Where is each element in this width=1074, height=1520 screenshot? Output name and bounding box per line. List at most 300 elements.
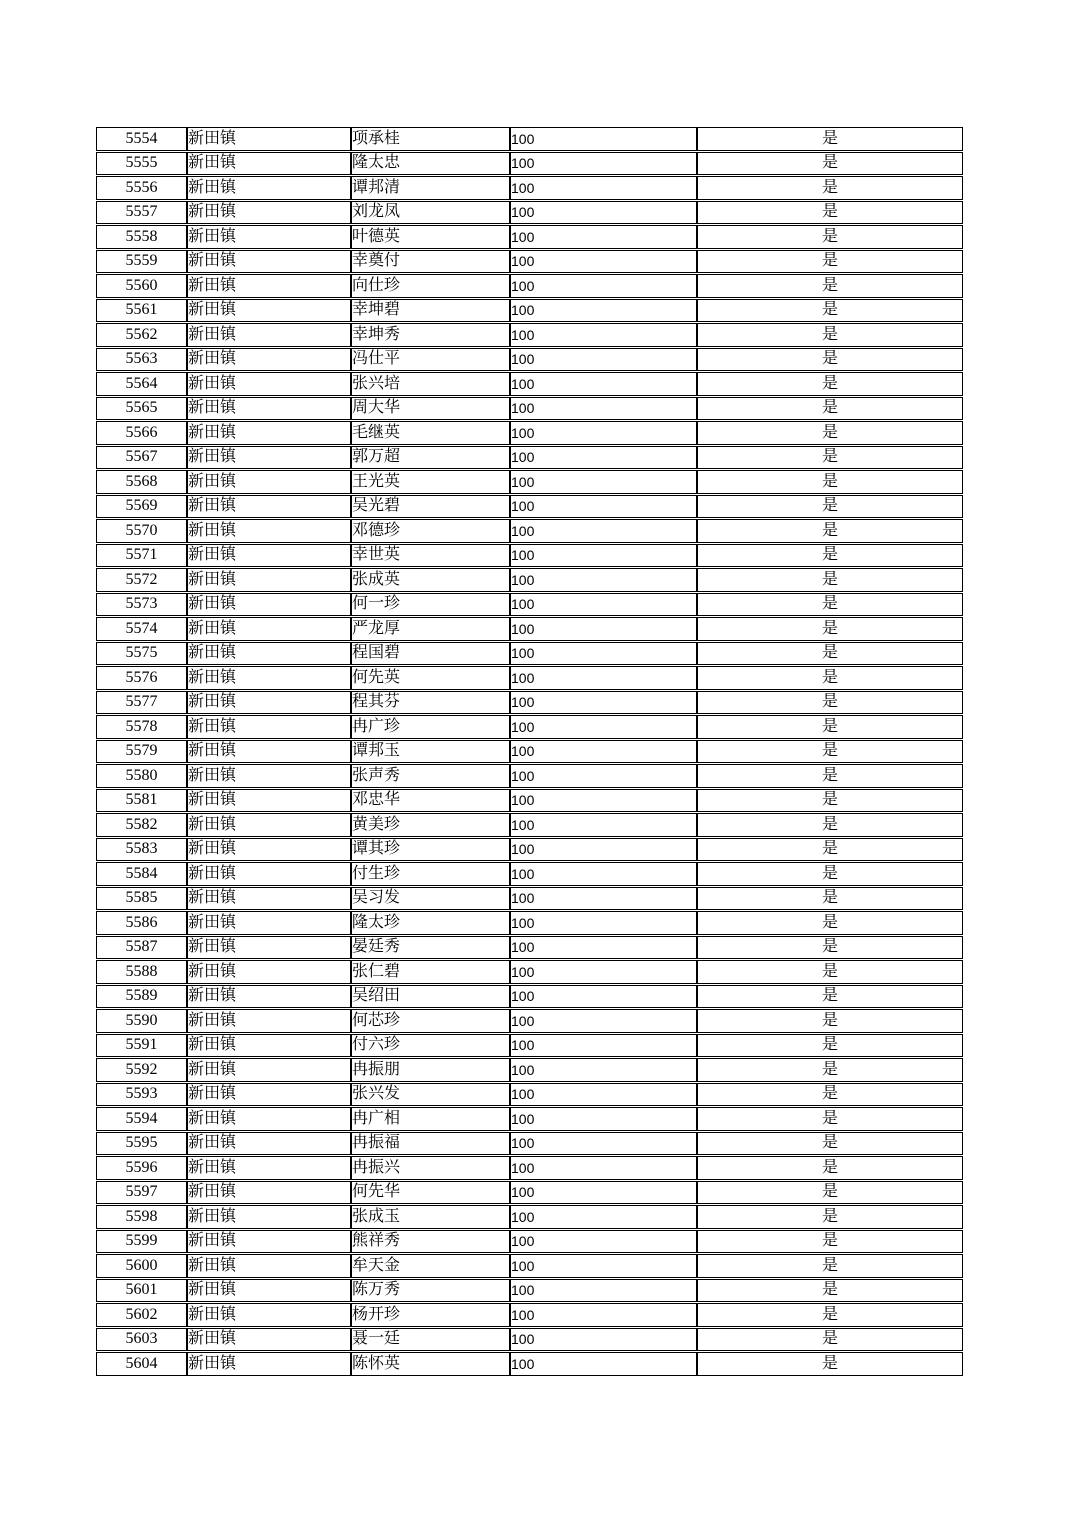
town-cell: 新田镇 (187, 127, 351, 151)
town-cell: 新田镇 (187, 1303, 351, 1327)
town-cell: 新田镇 (187, 1328, 351, 1352)
score-cell: 100 (510, 372, 697, 396)
row-number-cell: 5568 (96, 470, 187, 494)
row-number-cell: 5570 (96, 519, 187, 543)
row-number-cell: 5585 (96, 887, 187, 911)
table-row (96, 1156, 963, 1180)
person-name-cell: 何一珍 (351, 593, 510, 617)
confirm-cell: 是 (697, 323, 963, 347)
row-number-cell: 5600 (96, 1254, 187, 1278)
person-name-cell: 毛继英 (351, 421, 510, 445)
table-row (96, 666, 963, 690)
score-cell: 100 (510, 1352, 697, 1376)
confirm-cell: 是 (697, 568, 963, 592)
person-name-cell: 张声秀 (351, 764, 510, 788)
town-cell: 新田镇 (187, 519, 351, 543)
score-cell: 100 (510, 1083, 697, 1107)
confirm-cell: 是 (697, 666, 963, 690)
confirm-cell: 是 (697, 1156, 963, 1180)
table-row (96, 1181, 963, 1205)
person-name-cell: 冉广珍 (351, 715, 510, 739)
confirm-cell: 是 (697, 617, 963, 641)
town-cell: 新田镇 (187, 372, 351, 396)
person-name-cell: 吴绍田 (351, 985, 510, 1009)
person-name-cell: 项承桂 (351, 127, 510, 151)
confirm-cell: 是 (697, 1009, 963, 1033)
town-cell: 新田镇 (187, 813, 351, 837)
person-name-cell: 何先华 (351, 1181, 510, 1205)
table-row (96, 274, 963, 298)
person-name-cell: 谭其珍 (351, 838, 510, 862)
row-number-cell: 5563 (96, 348, 187, 372)
score-cell: 100 (510, 911, 697, 935)
row-number-cell: 5566 (96, 421, 187, 445)
row-number-cell: 5574 (96, 617, 187, 641)
score-cell: 100 (510, 495, 697, 519)
confirm-cell: 是 (697, 740, 963, 764)
confirm-cell: 是 (697, 813, 963, 837)
table-row (96, 1058, 963, 1082)
confirm-cell: 是 (697, 838, 963, 862)
person-name-cell: 周大华 (351, 397, 510, 421)
confirm-cell: 是 (697, 1328, 963, 1352)
score-cell: 100 (510, 1303, 697, 1327)
score-cell: 100 (510, 1009, 697, 1033)
row-number-cell: 5579 (96, 740, 187, 764)
person-name-cell: 幸奠付 (351, 250, 510, 274)
table-row (96, 887, 963, 911)
row-number-cell: 5567 (96, 446, 187, 470)
score-cell: 100 (510, 740, 697, 764)
score-cell: 100 (510, 789, 697, 813)
score-cell: 100 (510, 813, 697, 837)
town-cell: 新田镇 (187, 544, 351, 568)
town-cell: 新田镇 (187, 1181, 351, 1205)
confirm-cell: 是 (697, 789, 963, 813)
row-number-cell: 5571 (96, 544, 187, 568)
town-cell: 新田镇 (187, 176, 351, 200)
town-cell: 新田镇 (187, 201, 351, 225)
town-cell: 新田镇 (187, 764, 351, 788)
score-cell: 100 (510, 470, 697, 494)
person-name-cell: 张仁碧 (351, 960, 510, 984)
score-cell: 100 (510, 1279, 697, 1303)
town-cell: 新田镇 (187, 299, 351, 323)
score-cell: 100 (510, 127, 697, 151)
row-number-cell: 5595 (96, 1132, 187, 1156)
town-cell: 新田镇 (187, 789, 351, 813)
town-cell: 新田镇 (187, 617, 351, 641)
person-name-cell: 冉振朋 (351, 1058, 510, 1082)
confirm-cell: 是 (697, 127, 963, 151)
score-cell: 100 (510, 397, 697, 421)
person-name-cell: 张兴发 (351, 1083, 510, 1107)
table-row (96, 642, 963, 666)
person-name-cell: 叶德英 (351, 225, 510, 249)
row-number-cell: 5583 (96, 838, 187, 862)
confirm-cell: 是 (697, 911, 963, 935)
table-row (96, 495, 963, 519)
table-row (96, 1083, 963, 1107)
town-cell: 新田镇 (187, 446, 351, 470)
confirm-cell: 是 (697, 642, 963, 666)
person-name-cell: 何先英 (351, 666, 510, 690)
row-number-cell: 5594 (96, 1107, 187, 1131)
records-table (96, 126, 963, 1377)
score-cell: 100 (510, 1328, 697, 1352)
score-cell: 100 (510, 225, 697, 249)
town-cell: 新田镇 (187, 397, 351, 421)
table-row (96, 862, 963, 886)
town-cell: 新田镇 (187, 1107, 351, 1131)
table-row (96, 299, 963, 323)
table-row (96, 985, 963, 1009)
confirm-cell: 是 (697, 274, 963, 298)
confirm-cell: 是 (697, 176, 963, 200)
table-row (96, 936, 963, 960)
score-cell: 100 (510, 544, 697, 568)
person-name-cell: 吴光碧 (351, 495, 510, 519)
town-cell: 新田镇 (187, 1254, 351, 1278)
score-cell: 100 (510, 152, 697, 176)
table-row (96, 544, 963, 568)
town-cell: 新田镇 (187, 740, 351, 764)
town-cell: 新田镇 (187, 666, 351, 690)
town-cell: 新田镇 (187, 911, 351, 935)
score-cell: 100 (510, 176, 697, 200)
row-number-cell: 5580 (96, 764, 187, 788)
person-name-cell: 刘龙凤 (351, 201, 510, 225)
confirm-cell: 是 (697, 299, 963, 323)
confirm-cell: 是 (697, 470, 963, 494)
town-cell: 新田镇 (187, 470, 351, 494)
confirm-cell: 是 (697, 544, 963, 568)
row-number-cell: 5554 (96, 127, 187, 151)
row-number-cell: 5601 (96, 1279, 187, 1303)
town-cell: 新田镇 (187, 862, 351, 886)
person-name-cell: 程国碧 (351, 642, 510, 666)
person-name-cell: 黄美珍 (351, 813, 510, 837)
person-name-cell: 牟天金 (351, 1254, 510, 1278)
confirm-cell: 是 (697, 715, 963, 739)
row-number-cell: 5584 (96, 862, 187, 886)
row-number-cell: 5560 (96, 274, 187, 298)
person-name-cell: 熊祥秀 (351, 1230, 510, 1254)
town-cell: 新田镇 (187, 348, 351, 372)
row-number-cell: 5561 (96, 299, 187, 323)
table-row (96, 1009, 963, 1033)
row-number-cell: 5564 (96, 372, 187, 396)
confirm-cell: 是 (697, 1107, 963, 1131)
person-name-cell: 谭邦玉 (351, 740, 510, 764)
town-cell: 新田镇 (187, 1132, 351, 1156)
row-number-cell: 5588 (96, 960, 187, 984)
row-number-cell: 5576 (96, 666, 187, 690)
table-row (96, 397, 963, 421)
town-cell: 新田镇 (187, 152, 351, 176)
row-number-cell: 5587 (96, 936, 187, 960)
town-cell: 新田镇 (187, 568, 351, 592)
table-row (96, 1107, 963, 1131)
row-number-cell: 5598 (96, 1205, 187, 1229)
table-row (96, 323, 963, 347)
confirm-cell: 是 (697, 862, 963, 886)
score-cell: 100 (510, 985, 697, 1009)
score-cell: 100 (510, 1254, 697, 1278)
table-row (96, 127, 963, 151)
records-table-body (96, 127, 963, 1376)
confirm-cell: 是 (697, 348, 963, 372)
person-name-cell: 向仕珍 (351, 274, 510, 298)
score-cell: 100 (510, 1181, 697, 1205)
town-cell: 新田镇 (187, 421, 351, 445)
table-row (96, 691, 963, 715)
table-row (96, 911, 963, 935)
table-row (96, 789, 963, 813)
person-name-cell: 聂一廷 (351, 1328, 510, 1352)
town-cell: 新田镇 (187, 715, 351, 739)
town-cell: 新田镇 (187, 274, 351, 298)
person-name-cell: 隆太珍 (351, 911, 510, 935)
confirm-cell: 是 (697, 960, 963, 984)
confirm-cell: 是 (697, 1254, 963, 1278)
score-cell: 100 (510, 1058, 697, 1082)
confirm-cell: 是 (697, 397, 963, 421)
confirm-cell: 是 (697, 1034, 963, 1058)
score-cell: 100 (510, 666, 697, 690)
town-cell: 新田镇 (187, 1034, 351, 1058)
table-row (96, 960, 963, 984)
row-number-cell: 5586 (96, 911, 187, 935)
table-row (96, 1254, 963, 1278)
score-cell: 100 (510, 446, 697, 470)
row-number-cell: 5555 (96, 152, 187, 176)
score-cell: 100 (510, 1132, 697, 1156)
confirm-cell: 是 (697, 1352, 963, 1376)
person-name-cell: 张成玉 (351, 1205, 510, 1229)
person-name-cell: 张成英 (351, 568, 510, 592)
table-row (96, 838, 963, 862)
table-row (96, 1132, 963, 1156)
row-number-cell: 5569 (96, 495, 187, 519)
confirm-cell: 是 (697, 250, 963, 274)
row-number-cell: 5592 (96, 1058, 187, 1082)
confirm-cell: 是 (697, 1083, 963, 1107)
row-number-cell: 5599 (96, 1230, 187, 1254)
score-cell: 100 (510, 617, 697, 641)
row-number-cell: 5577 (96, 691, 187, 715)
town-cell: 新田镇 (187, 887, 351, 911)
person-name-cell: 郭万超 (351, 446, 510, 470)
person-name-cell: 邓忠华 (351, 789, 510, 813)
row-number-cell: 5593 (96, 1083, 187, 1107)
confirm-cell: 是 (697, 1132, 963, 1156)
confirm-cell: 是 (697, 764, 963, 788)
score-cell: 100 (510, 299, 697, 323)
score-cell: 100 (510, 323, 697, 347)
score-cell: 100 (510, 887, 697, 911)
score-cell: 100 (510, 593, 697, 617)
town-cell: 新田镇 (187, 1009, 351, 1033)
town-cell: 新田镇 (187, 985, 351, 1009)
row-number-cell: 5575 (96, 642, 187, 666)
person-name-cell: 幸坤碧 (351, 299, 510, 323)
table-row (96, 421, 963, 445)
confirm-cell: 是 (697, 519, 963, 543)
confirm-cell: 是 (697, 372, 963, 396)
row-number-cell: 5578 (96, 715, 187, 739)
table-row (96, 1328, 963, 1352)
confirm-cell: 是 (697, 691, 963, 715)
person-name-cell: 张兴培 (351, 372, 510, 396)
row-number-cell: 5602 (96, 1303, 187, 1327)
row-number-cell: 5582 (96, 813, 187, 837)
person-name-cell: 陈怀英 (351, 1352, 510, 1376)
town-cell: 新田镇 (187, 960, 351, 984)
score-cell: 100 (510, 936, 697, 960)
table-row (96, 201, 963, 225)
town-cell: 新田镇 (187, 250, 351, 274)
table-row (96, 519, 963, 543)
score-cell: 100 (510, 1205, 697, 1229)
town-cell: 新田镇 (187, 1205, 351, 1229)
person-name-cell: 程其芬 (351, 691, 510, 715)
row-number-cell: 5604 (96, 1352, 187, 1376)
confirm-cell: 是 (697, 225, 963, 249)
row-number-cell: 5573 (96, 593, 187, 617)
person-name-cell: 幸世英 (351, 544, 510, 568)
town-cell: 新田镇 (187, 1279, 351, 1303)
row-number-cell: 5590 (96, 1009, 187, 1033)
person-name-cell: 幸坤秀 (351, 323, 510, 347)
table-row (96, 372, 963, 396)
table-row (96, 1230, 963, 1254)
table-row (96, 1352, 963, 1376)
confirm-cell: 是 (697, 421, 963, 445)
score-cell: 100 (510, 691, 697, 715)
person-name-cell: 吴习发 (351, 887, 510, 911)
table-row (96, 1303, 963, 1327)
row-number-cell: 5596 (96, 1156, 187, 1180)
person-name-cell: 晏廷秀 (351, 936, 510, 960)
table-row (96, 176, 963, 200)
table-row (96, 1205, 963, 1229)
row-number-cell: 5597 (96, 1181, 187, 1205)
confirm-cell: 是 (697, 1205, 963, 1229)
score-cell: 100 (510, 1034, 697, 1058)
confirm-cell: 是 (697, 495, 963, 519)
person-name-cell: 陈万秀 (351, 1279, 510, 1303)
town-cell: 新田镇 (187, 1352, 351, 1376)
confirm-cell: 是 (697, 1181, 963, 1205)
town-cell: 新田镇 (187, 323, 351, 347)
person-name-cell: 何芯珍 (351, 1009, 510, 1033)
table-row (96, 740, 963, 764)
row-number-cell: 5591 (96, 1034, 187, 1058)
confirm-cell: 是 (697, 985, 963, 1009)
score-cell: 100 (510, 421, 697, 445)
table-row (96, 470, 963, 494)
town-cell: 新田镇 (187, 1058, 351, 1082)
confirm-cell: 是 (697, 1279, 963, 1303)
person-name-cell: 冯仕平 (351, 348, 510, 372)
person-name-cell: 付六珍 (351, 1034, 510, 1058)
town-cell: 新田镇 (187, 1083, 351, 1107)
table-row (96, 593, 963, 617)
row-number-cell: 5572 (96, 568, 187, 592)
score-cell: 100 (510, 519, 697, 543)
score-cell: 100 (510, 274, 697, 298)
town-cell: 新田镇 (187, 495, 351, 519)
confirm-cell: 是 (697, 1230, 963, 1254)
table-row (96, 813, 963, 837)
row-number-cell: 5559 (96, 250, 187, 274)
row-number-cell: 5558 (96, 225, 187, 249)
person-name-cell: 杨开珍 (351, 1303, 510, 1327)
score-cell: 100 (510, 764, 697, 788)
town-cell: 新田镇 (187, 1230, 351, 1254)
town-cell: 新田镇 (187, 642, 351, 666)
town-cell: 新田镇 (187, 838, 351, 862)
table-row (96, 1279, 963, 1303)
person-name-cell: 隆太忠 (351, 152, 510, 176)
town-cell: 新田镇 (187, 593, 351, 617)
table-row (96, 764, 963, 788)
row-number-cell: 5581 (96, 789, 187, 813)
person-name-cell: 王光英 (351, 470, 510, 494)
score-cell: 100 (510, 1156, 697, 1180)
confirm-cell: 是 (697, 887, 963, 911)
row-number-cell: 5589 (96, 985, 187, 1009)
row-number-cell: 5557 (96, 201, 187, 225)
table-row (96, 250, 963, 274)
score-cell: 100 (510, 715, 697, 739)
confirm-cell: 是 (697, 1303, 963, 1327)
confirm-cell: 是 (697, 593, 963, 617)
person-name-cell: 冉振福 (351, 1132, 510, 1156)
person-name-cell: 严龙厚 (351, 617, 510, 641)
confirm-cell: 是 (697, 446, 963, 470)
score-cell: 100 (510, 568, 697, 592)
confirm-cell: 是 (697, 152, 963, 176)
score-cell: 100 (510, 862, 697, 886)
score-cell: 100 (510, 960, 697, 984)
table-row (96, 715, 963, 739)
person-name-cell: 冉广相 (351, 1107, 510, 1131)
score-cell: 100 (510, 250, 697, 274)
score-cell: 100 (510, 838, 697, 862)
score-cell: 100 (510, 1230, 697, 1254)
score-cell: 100 (510, 1107, 697, 1131)
table-row (96, 568, 963, 592)
score-cell: 100 (510, 348, 697, 372)
confirm-cell: 是 (697, 201, 963, 225)
town-cell: 新田镇 (187, 936, 351, 960)
table-row (96, 1034, 963, 1058)
table-row (96, 152, 963, 176)
town-cell: 新田镇 (187, 691, 351, 715)
table-row (96, 446, 963, 470)
town-cell: 新田镇 (187, 225, 351, 249)
row-number-cell: 5603 (96, 1328, 187, 1352)
row-number-cell: 5556 (96, 176, 187, 200)
score-cell: 100 (510, 201, 697, 225)
confirm-cell: 是 (697, 936, 963, 960)
table-row (96, 225, 963, 249)
town-cell: 新田镇 (187, 1156, 351, 1180)
row-number-cell: 5565 (96, 397, 187, 421)
person-name-cell: 邓德珍 (351, 519, 510, 543)
